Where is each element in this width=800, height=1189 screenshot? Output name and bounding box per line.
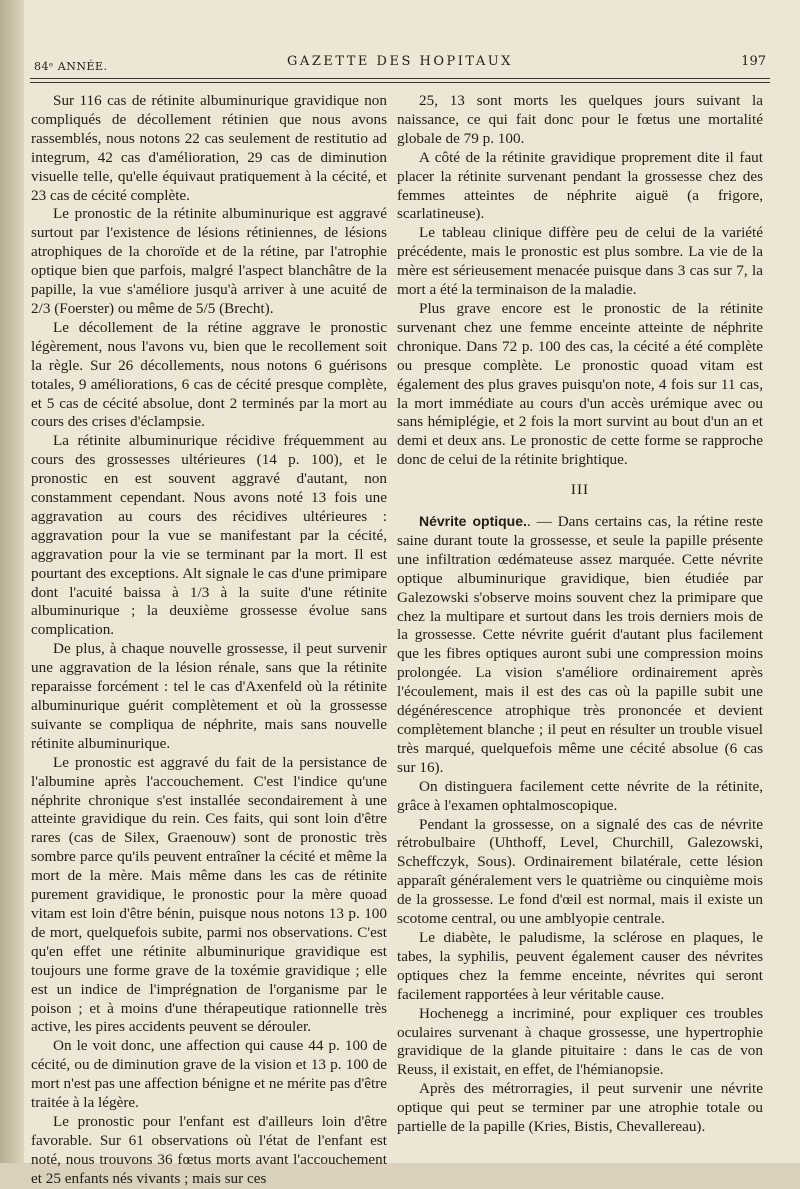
year-label: 84ᵉ ANNÉE. bbox=[34, 60, 108, 73]
paragraph: Hochenegg a incriminé, pour expliquer ces troubles oculaires survenant à chaque grossesse, une hypertrophie gravidique de la glande pituitaire : dans le cas de von Reuss, il existait, en effet, de l'hémianopsie. bbox=[397, 1004, 763, 1079]
paragraph: Le tableau clinique diffère peu de celui de la variété précédente, mais le pronostic est plus sombre. La vie de la mère est sérieusement menacée puisque dans 3 cas sur 7, la mort a été la terminaison de la maladie. bbox=[397, 224, 763, 299]
paragraph: Le décollement de la rétine aggrave le pronostic légèrement, nous l'avons vu, bien que le recollement soit la règle. Sur 26 décollements, nous notons 6 guérisons totales, 9 améliorations, 6 cas de cécité presque complète, et 5 cas de cécité absolue, dont 2 terminés par la mort au cours des crises d'éclampsie. bbox=[31, 318, 387, 431]
journal-title: GAZETTE DES HOPITAUX bbox=[287, 54, 513, 69]
section-heading: Névrite optique. bbox=[419, 513, 527, 530]
paragraph: Le diabète, le paludisme, la sclérose en plaques, le tabes, la syphilis, peuvent également causer des névrites optiques chez la femme enceinte, névrites qui seront facilement rapportées à leur véritable cause. bbox=[397, 928, 763, 1003]
paragraph: 25, 13 sont morts les quelques jours suivant la naissance, ce qui fait donc pour le fœtus une mortalité globale de 79 p. 100. bbox=[397, 92, 763, 147]
header-rule-thin bbox=[30, 82, 770, 83]
paragraph: Le pronostic pour l'enfant est d'ailleurs loin d'être favorable. Sur 61 observations où l'état de l'enfant est noté, nous trouvons 36 fœtus morts avant l'accouchement et 25 enfants nés vivants ; mais sur ces bbox=[31, 1112, 387, 1187]
page-number: 197 bbox=[741, 54, 766, 69]
paragraph: On le voit donc, une affection qui cause 44 p. 100 de cécité, ou de diminution grave de la vision et 13 p. 100 de mort n'est pas une affection bénigne et ne mérite pas d'être traitée à la légère. bbox=[31, 1037, 387, 1112]
paragraph: Plus grave encore est le pronostic de la rétinite survenant chez une femme enceinte atteinte de néphrite chronique. Dans 72 p. 100 des cas, la cécité a été complète ou presque complète. Le pronostic quoad vitam est également des plus graves puisqu'on note, 4 fois sur 11 cas, la mort immédiate au cours d'un accès urémique avec ou sans hémiplégie, et 2 fois la mort survint au bout d'un an et demi et deux ans. Le pronostic de cette forme se rapproche donc de celui de la rétinite brightique. bbox=[397, 299, 763, 469]
paragraph: A côté de la rétinite gravidique proprement dite il faut placer la rétinite survenant pendant la grossesse chez des femmes atteintes de néphrite aiguë (a frigore, scarlatineuse). bbox=[397, 148, 763, 223]
paragraph: Après des métrorragies, il peut survenir une névrite optique qui peut se terminer par une atrophie totale ou partielle de la papille (Kries, Bistis, Chevallereau). bbox=[397, 1080, 763, 1136]
paragraph: De plus, à chaque nouvelle grossesse, il peut survenir une aggravation de la lésion rénale, sans que la rétinite reparaisse forcément : tel le cas d'Axenfeld où la rétinite albuminurique guérit complètement et où la grossesse suivante se compliqua de néphrite, mais sans nouvelle rétinite albuminurique. bbox=[31, 640, 387, 752]
paragraph: Pendant la grossesse, on a signalé des cas de névrite rétrobulbaire (Uhthoff, Level, Churchill, Galezowski, Scheffczyk, Sous). Ordinairement bilatérale, cette lésion apparaît généralement vers le quatrième ou cinquième mois de la grossesse. Le fond d'œil est normal, mais il existe un scotome central, ou une amblyopie centrale. bbox=[397, 815, 763, 928]
running-header bbox=[30, 52, 770, 74]
header-rule bbox=[30, 78, 770, 79]
paragraph: Le pronostic de la rétinite albuminurique est aggravé surtout par l'existence de lésions rétiniennes, de lésions atrophiques de la choroïde et de la rétine, par l'atrophie optique bien que parfois, malgré l'aspect blanchâtre de la papille, la vue s'améliore jusqu'à arriver à une acuité de 2/3 (Foerster) ou même de 5/5 (Brecht). bbox=[31, 205, 387, 317]
left-column bbox=[31, 92, 387, 1187]
section-first-paragraph bbox=[397, 512, 763, 778]
paragraph: La rétinite albuminurique récidive fréquemment au cours des grossesses ultérieures (14 p. 100), et le pronostic en est souvent aggravé d'autant, non constamment cependant. Nous avons noté 13 fois une aggravation au cours des récidives ultérieures : aggravation pour la vue se manifestant par la cécité, aggravation pour la vie se terminant par la mort. Il est pourtant des exceptions. Alt signale le cas d'une primipare dont l'acuité baissa à 1/3 à la suite d'une rétinite albuminurique ; la deuxième grossesse évolue sans complication. bbox=[31, 432, 387, 639]
right-column bbox=[397, 92, 763, 1157]
book-spine bbox=[0, 0, 24, 1163]
paragraph: Le pronostic est aggravé du fait de la persistance de l'albumine après l'accouchement. C'est l'indice qu'une néphrite chronique s'est installée secondairement à une atteinte gravidique du rein. Ces faits, qui sont loin d'être rares (cas de Silex, Graenouw) sont de pronostic très sombre parce qu'ils peuvent entraîner la cécité et même la mort de la mère. Mais même dans les cas de rétinite purement gravidique, le pronostic pour la mère quoad vitam est loin d'être bénin, puisque nous notons 13 p. 100 de mort, quelquefois subite, parmi nos observations. C'est qu'en effet une rétinite albuminurique gravidique est toujours une forme grave de la toxémie gravidique ; elle est un indice de l'imprégnation de l'organisme par le poison ; et à moins d'une thérapeutique rationnelle très active, les pires accidents peuvent se dérouler. bbox=[31, 753, 387, 1036]
paragraph: On distinguera facilement cette névrite de la rétinite, grâce à l'examen ophtalmoscopique. bbox=[397, 777, 763, 814]
paragraph: Sur 116 cas de rétinite albuminurique gravidique non compliqués de décollement rétinien que nous avons rassemblés, nous notons 22 cas seulement de restitutio ad integrum, 42 cas d'amélioration, 29 cas de diminution visuelle telle, qu'elle équivaut pratiquement à la cécité, et 23 cas de cécité complète. bbox=[31, 92, 387, 204]
section-text: . — Dans certains cas, la rétine reste saine durant toute la grossesse, et seule la papille présente une infiltration œdémateuse assez marquée. Cette névrite optique albuminurique gravidique, bien étudiée par Galezowski s'observe moins souvent chez la primipare que chez la multipare et surtout dans les trois derniers mois de la grossesse. Cette névrite guérit d'autant plus facilement que les fibres optiques auront subi une compression moins prolongée. La vision s'améliore ordinairement après l'écoulement, mais il est des cas où la papille subit une dégénérescence atrophique très prononcée et devient complètement blanche ; il peut en résulter un trouble visuel très marqué, quelquefois même une cécité absolue (6 cas sur 16). bbox=[397, 513, 764, 776]
section-number: III bbox=[570, 481, 590, 499]
